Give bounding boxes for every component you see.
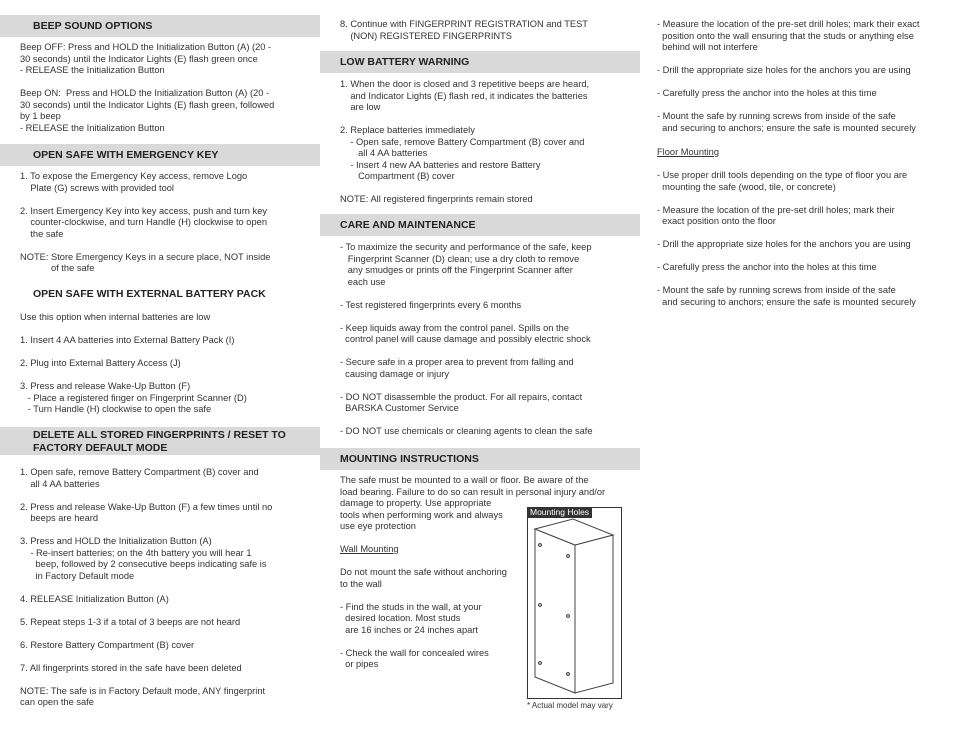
- emergency-key-text: 1. To expose the Emergency Key access, remove Logo Plate (G) screws with provided tool 2. Insert Emergency Key into key access, push and turn key counter-clockwise, and turn Handle (H) clockwise to open the safe NOTE: Store Emergency Keys in a secure place, NOT inside of the safe: [20, 171, 271, 273]
- mounting-hole: [539, 544, 542, 547]
- care-maintenance-heading: CARE AND MAINTENANCE: [320, 214, 640, 236]
- mounting-intro-text: The safe must be mounted to a wall or floor. Be aware of the load bearing. Failure to do so can result in personal injury and/or damage to property. Use appropriate tools when performing work and always use eye protection: [340, 475, 606, 531]
- emergency-key-heading: OPEN SAFE WITH EMERGENCY KEY: [0, 144, 320, 166]
- wall-mounting-heading: Wall Mounting: [340, 544, 399, 554]
- step-8-text: 8. Continue with FINGERPRINT REGISTRATION and TEST (NON) REGISTERED FINGERPRINTS: [340, 19, 588, 41]
- mounting-instructions-heading: MOUNTING INSTRUCTIONS: [320, 448, 640, 470]
- factory-reset-heading: DELETE ALL STORED FINGERPRINTS / RESET TO FACTORY DEFAULT MODE: [0, 427, 320, 455]
- floor-mounting-text: - Use proper drill tools depending on the type of floor you are mounting the safe (wood, tile, or concrete) - Measure the location of the pre-set drill holes; mark their exact position onto the floor - Drill the appropriate size holes for the anchors you are using - Carefully press the anchor into the holes at this time - Mount the safe by running screws from inside of the safe and securing to anchors; ensure the safe is mounted securely: [657, 170, 916, 307]
- beep-sound-options-text: Beep OFF: Press and HOLD the Initialization Button (A) (20 - 30 seconds) until the Indicator Lights (E) flash green once - RELEASE the Initialization Button Beep ON: Press and HOLD the Initialization Button (A) (20 - 30 seconds) until the Indicator Lights (E) flash green, followed by 1 beep - RELEASE the Initialization Button: [20, 42, 275, 133]
- mounting-hole: [567, 673, 570, 676]
- beep-sound-options-heading: BEEP SOUND OPTIONS: [0, 15, 320, 37]
- low-battery-heading: LOW BATTERY WARNING: [320, 51, 640, 73]
- mounting-holes-figure: [527, 507, 622, 699]
- wall-mounting-text: Do not mount the safe without anchoring to the wall - Find the studs in the wall, at your desired location. Most studs are 16 inches or 24 inches apart - Check the wall for concealed wires or pipes: [340, 567, 507, 669]
- figure-caption: Mounting Holes: [527, 507, 592, 518]
- mounting-hole: [567, 615, 570, 618]
- safe-outline-drawing: [527, 507, 622, 699]
- factory-reset-text: 1. Open safe, remove Battery Compartment (B) cover and all 4 AA batteries 2. Press and release Wake-Up Button (F) a few times until no beeps are heard 3. Press and HOLD the Initialization Button (A) - Re-insert batteries; on the 4th battery you will hear 1 beep, followed by 2 consecutive beeps indicating safe is in Factory Default mode 4. RELEASE Initialization Button (A) 5. Repeat steps 1-3 if a total of 3 beeps are not heard 6. Restore Battery Compartment (B) cover 7. All fingerprints stored in the safe have been deleted NOTE: The safe is in Factory Default mode, ANY fingerprint can open the safe: [20, 467, 273, 707]
- figure-note: * Actual model may vary: [527, 701, 613, 710]
- care-maintenance-text: - To maximize the security and performance of the safe, keep Fingerprint Scanner (D) clean; use a dry cloth to remove any smudges or prints off the Fingerprint Scanner after each use - Test registered fingerprints every 6 months - Keep liquids away from the control panel. Spills on the control panel will cause damage and possibly electric shock - Secure safe in a proper area to prevent from falling and causing damage or injury - DO NOT disassemble the product. For all repairs, contact BARSKA Customer Service - DO NOT use chemicals or cleaning agents to clean the safe: [340, 242, 593, 436]
- mounting-hole: [567, 555, 570, 558]
- floor-mounting-heading: Floor Mounting: [657, 147, 720, 157]
- wall-mounting-continued-text: - Measure the location of the pre-set drill holes; mark their exact position onto the wall ensuring that the studs or anything else behind will not interfere - Drill the appropriate size holes for the anchors you are using - Carefully press the anchor into the holes at this time - Mount the safe by running screws from inside of the safe and securing to anchors; ensure the safe is mounted securely: [657, 19, 920, 133]
- low-battery-text: 1. When the door is closed and 3 repetitive beeps are heard, and Indicator Lights (E) flash red, it indicates the batteries are low 2. Replace batteries immediately - Open safe, remove Battery Compartment (B) cover and all 4 AA batteries - Insert 4 new AA batteries and restore Battery Compartment (B) cover NOTE: All registered fingerprints remain stored: [340, 79, 590, 204]
- mounting-hole: [539, 662, 542, 665]
- external-battery-pack-heading: OPEN SAFE WITH EXTERNAL BATTERY PACK: [33, 288, 266, 300]
- mounting-hole: [539, 604, 542, 607]
- external-battery-pack-text: Use this option when internal batteries are low 1. Insert 4 AA batteries into External Battery Pack (I) 2. Plug into External Battery Access (J) 3. Press and release Wake-Up Button (F) - Place a registered finger on Fingerprint Scanner (D) - Turn Handle (H) clockwise to open the safe: [20, 312, 247, 414]
